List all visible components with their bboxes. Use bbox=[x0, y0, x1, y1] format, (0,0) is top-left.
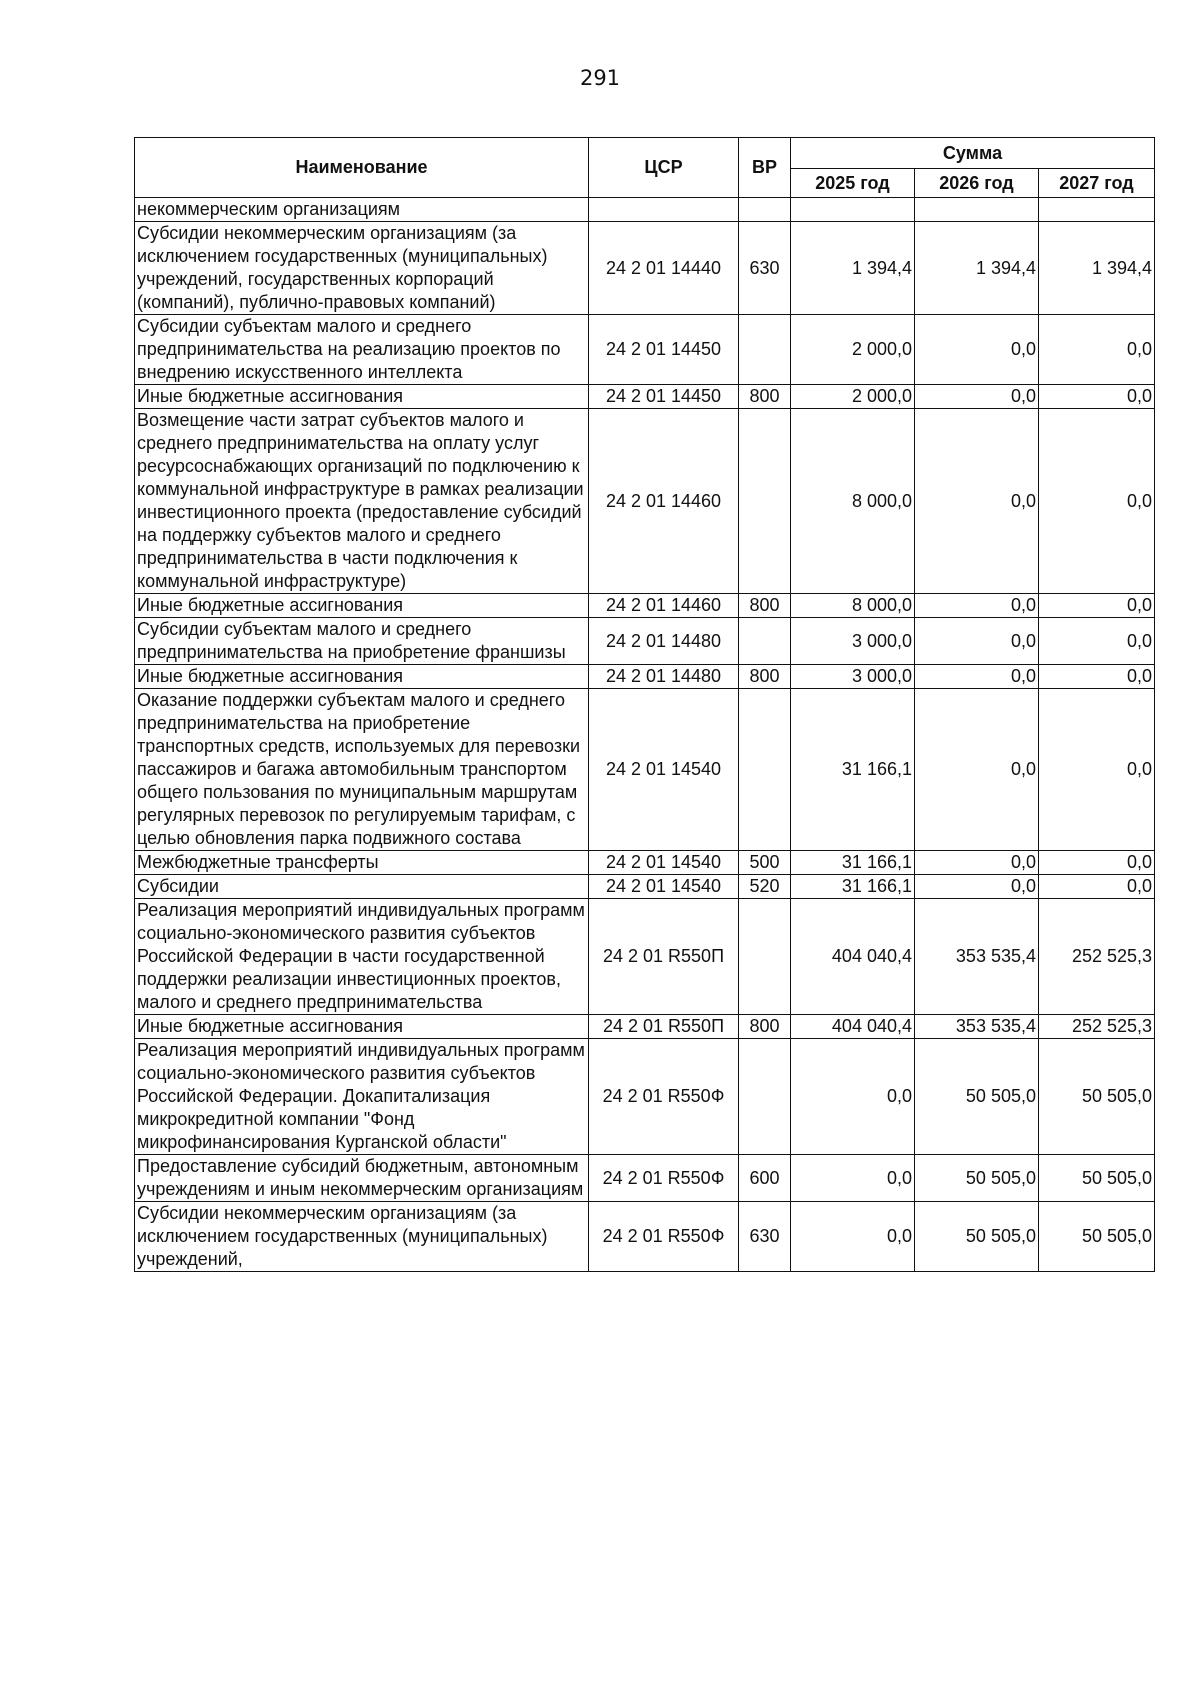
table-body bbox=[135, 198, 1155, 1272]
cell-name: Реализация мероприятий индивидуальных программ социально-экономического развития субъектов Российской Федерации. Докапитализация микрокредитной компании "Фонд микрофинансирования Курганской области" bbox=[135, 1039, 589, 1155]
page-number: 291 bbox=[579, 66, 621, 90]
cell-vr bbox=[739, 689, 791, 851]
cell-2026: 0,0 bbox=[915, 385, 1039, 409]
cell-2025: 3 000,0 bbox=[791, 618, 915, 665]
header-2026: 2026 год bbox=[915, 169, 1039, 198]
cell-2027: 1 394,4 bbox=[1039, 222, 1155, 315]
cell-name: Возмещение части затрат субъектов малого и среднего предпринимательства на оплату услуг ресурсоснабжающих организаций по подключению к коммунальной инфраструктуре в рамках реализации инвестиционного проекта (предоставление субсидий на поддержку субъектов малого и среднего предпринимательства в части подключения к коммунальной инфраструктуре) bbox=[135, 409, 589, 594]
cell-2026: 50 505,0 bbox=[915, 1039, 1039, 1155]
cell-vr bbox=[739, 618, 791, 665]
cell-2025: 31 166,1 bbox=[791, 851, 915, 875]
cell-csr: 24 2 01 R550П bbox=[589, 899, 739, 1015]
cell-2026: 0,0 bbox=[915, 594, 1039, 618]
cell-vr bbox=[739, 899, 791, 1015]
cell-vr bbox=[739, 198, 791, 222]
cell-2026: 50 505,0 bbox=[915, 1202, 1039, 1272]
cell-2027: 0,0 bbox=[1039, 875, 1155, 899]
cell-2025: 31 166,1 bbox=[791, 689, 915, 851]
table-row bbox=[135, 689, 1155, 851]
cell-2025: 404 040,4 bbox=[791, 1015, 915, 1039]
cell-vr: 500 bbox=[739, 851, 791, 875]
budget-table bbox=[134, 137, 1155, 1272]
cell-csr: 24 2 01 14460 bbox=[589, 409, 739, 594]
cell-vr: 600 bbox=[739, 1155, 791, 1202]
cell-2027: 0,0 bbox=[1039, 409, 1155, 594]
cell-name: некоммерческим организациям bbox=[135, 198, 589, 222]
table-row bbox=[135, 409, 1155, 594]
table-row bbox=[135, 899, 1155, 1015]
cell-csr: 24 2 01 R550Ф bbox=[589, 1039, 739, 1155]
cell-2026: 0,0 bbox=[915, 618, 1039, 665]
table-row bbox=[135, 594, 1155, 618]
cell-vr: 800 bbox=[739, 594, 791, 618]
cell-2025: 8 000,0 bbox=[791, 409, 915, 594]
cell-vr bbox=[739, 1039, 791, 1155]
cell-name: Предоставление субсидий бюджетным, автономным учреждениям и иным некоммерческим организациям bbox=[135, 1155, 589, 1202]
table-row bbox=[135, 315, 1155, 385]
cell-name: Субсидии некоммерческим организациям (за исключением государственных (муниципальных) учреждений, государственных корпораций (компаний), публично-правовых компаний) bbox=[135, 222, 589, 315]
cell-2027: 0,0 bbox=[1039, 315, 1155, 385]
cell-2026: 50 505,0 bbox=[915, 1155, 1039, 1202]
table-row bbox=[135, 1015, 1155, 1039]
cell-2025: 2 000,0 bbox=[791, 385, 915, 409]
header-sum: Сумма bbox=[791, 138, 1155, 169]
cell-csr: 24 2 01 14480 bbox=[589, 665, 739, 689]
cell-csr: 24 2 01 14540 bbox=[589, 851, 739, 875]
cell-name: Субсидии некоммерческим организациям (за исключением государственных (муниципальных) учреждений, bbox=[135, 1202, 589, 1272]
cell-name: Межбюджетные трансферты bbox=[135, 851, 589, 875]
header-name: Наименование bbox=[135, 138, 589, 198]
cell-csr bbox=[589, 198, 739, 222]
cell-name: Иные бюджетные ассигнования bbox=[135, 1015, 589, 1039]
cell-name: Оказание поддержки субъектам малого и среднего предпринимательства на приобретение транспортных средств, используемых для перевозки пассажиров и багажа автомобильным транспортом общего пользования по муниципальным маршрутам регулярных перевозок по регулируемым тарифам, с целью обновления парка подвижного состава bbox=[135, 689, 589, 851]
cell-csr: 24 2 01 14450 bbox=[589, 315, 739, 385]
cell-vr: 800 bbox=[739, 385, 791, 409]
cell-2026: 0,0 bbox=[915, 665, 1039, 689]
cell-2027: 252 525,3 bbox=[1039, 1015, 1155, 1039]
table-row bbox=[135, 665, 1155, 689]
cell-vr: 630 bbox=[739, 222, 791, 315]
cell-name: Иные бюджетные ассигнования bbox=[135, 385, 589, 409]
cell-vr: 800 bbox=[739, 1015, 791, 1039]
cell-2025: 1 394,4 bbox=[791, 222, 915, 315]
cell-2027: 0,0 bbox=[1039, 851, 1155, 875]
table-row bbox=[135, 1039, 1155, 1155]
cell-2027: 0,0 bbox=[1039, 385, 1155, 409]
header-2025: 2025 год bbox=[791, 169, 915, 198]
table-row bbox=[135, 875, 1155, 899]
cell-2025: 0,0 bbox=[791, 1155, 915, 1202]
cell-csr: 24 2 01 14450 bbox=[589, 385, 739, 409]
cell-2025: 8 000,0 bbox=[791, 594, 915, 618]
cell-2026: 1 394,4 bbox=[915, 222, 1039, 315]
cell-2026: 0,0 bbox=[915, 689, 1039, 851]
cell-csr: 24 2 01 14480 bbox=[589, 618, 739, 665]
table-row bbox=[135, 1155, 1155, 1202]
cell-2026: 0,0 bbox=[915, 875, 1039, 899]
cell-2027: 50 505,0 bbox=[1039, 1039, 1155, 1155]
cell-vr bbox=[739, 315, 791, 385]
cell-csr: 24 2 01 R550Ф bbox=[589, 1202, 739, 1272]
cell-vr: 630 bbox=[739, 1202, 791, 1272]
cell-2027: 0,0 bbox=[1039, 665, 1155, 689]
cell-csr: 24 2 01 R550Ф bbox=[589, 1155, 739, 1202]
cell-name: Субсидии bbox=[135, 875, 589, 899]
cell-2027: 0,0 bbox=[1039, 594, 1155, 618]
cell-2027: 0,0 bbox=[1039, 618, 1155, 665]
header-2027: 2027 год bbox=[1039, 169, 1155, 198]
cell-csr: 24 2 01 14540 bbox=[589, 689, 739, 851]
cell-csr: 24 2 01 14540 bbox=[589, 875, 739, 899]
cell-2025: 404 040,4 bbox=[791, 899, 915, 1015]
cell-2026 bbox=[915, 198, 1039, 222]
cell-csr: 24 2 01 14440 bbox=[589, 222, 739, 315]
table-row bbox=[135, 222, 1155, 315]
cell-name: Реализация мероприятий индивидуальных программ социально-экономического развития субъектов Российской Федерации в части государственной поддержки реализации инвестиционных проектов, малого и среднего предпринимательства bbox=[135, 899, 589, 1015]
table-row bbox=[135, 1202, 1155, 1272]
cell-name: Субсидии субъектам малого и среднего предпринимательства на приобретение франшизы bbox=[135, 618, 589, 665]
cell-2027: 50 505,0 bbox=[1039, 1202, 1155, 1272]
cell-2025: 3 000,0 bbox=[791, 665, 915, 689]
table-row bbox=[135, 198, 1155, 222]
cell-2025: 2 000,0 bbox=[791, 315, 915, 385]
table-row bbox=[135, 385, 1155, 409]
cell-2026: 0,0 bbox=[915, 315, 1039, 385]
cell-2026: 0,0 bbox=[915, 851, 1039, 875]
table-row bbox=[135, 851, 1155, 875]
cell-2026: 353 535,4 bbox=[915, 899, 1039, 1015]
cell-2027: 252 525,3 bbox=[1039, 899, 1155, 1015]
cell-2027: 50 505,0 bbox=[1039, 1155, 1155, 1202]
cell-2025: 0,0 bbox=[791, 1202, 915, 1272]
table-row bbox=[135, 618, 1155, 665]
cell-2026: 0,0 bbox=[915, 409, 1039, 594]
cell-2025: 31 166,1 bbox=[791, 875, 915, 899]
cell-2027: 0,0 bbox=[1039, 689, 1155, 851]
cell-name: Иные бюджетные ассигнования bbox=[135, 594, 589, 618]
cell-csr: 24 2 01 14460 bbox=[589, 594, 739, 618]
cell-vr bbox=[739, 409, 791, 594]
cell-csr: 24 2 01 R550П bbox=[589, 1015, 739, 1039]
cell-name: Иные бюджетные ассигнования bbox=[135, 665, 589, 689]
cell-name: Субсидии субъектам малого и среднего предпринимательства на реализацию проектов по внедрению искусственного интеллекта bbox=[135, 315, 589, 385]
cell-vr: 520 bbox=[739, 875, 791, 899]
cell-2026: 353 535,4 bbox=[915, 1015, 1039, 1039]
cell-2025 bbox=[791, 198, 915, 222]
cell-vr: 800 bbox=[739, 665, 791, 689]
cell-2027 bbox=[1039, 198, 1155, 222]
cell-2025: 0,0 bbox=[791, 1039, 915, 1155]
header-csr: ЦСР bbox=[589, 138, 739, 198]
header-vr: ВР bbox=[739, 138, 791, 198]
